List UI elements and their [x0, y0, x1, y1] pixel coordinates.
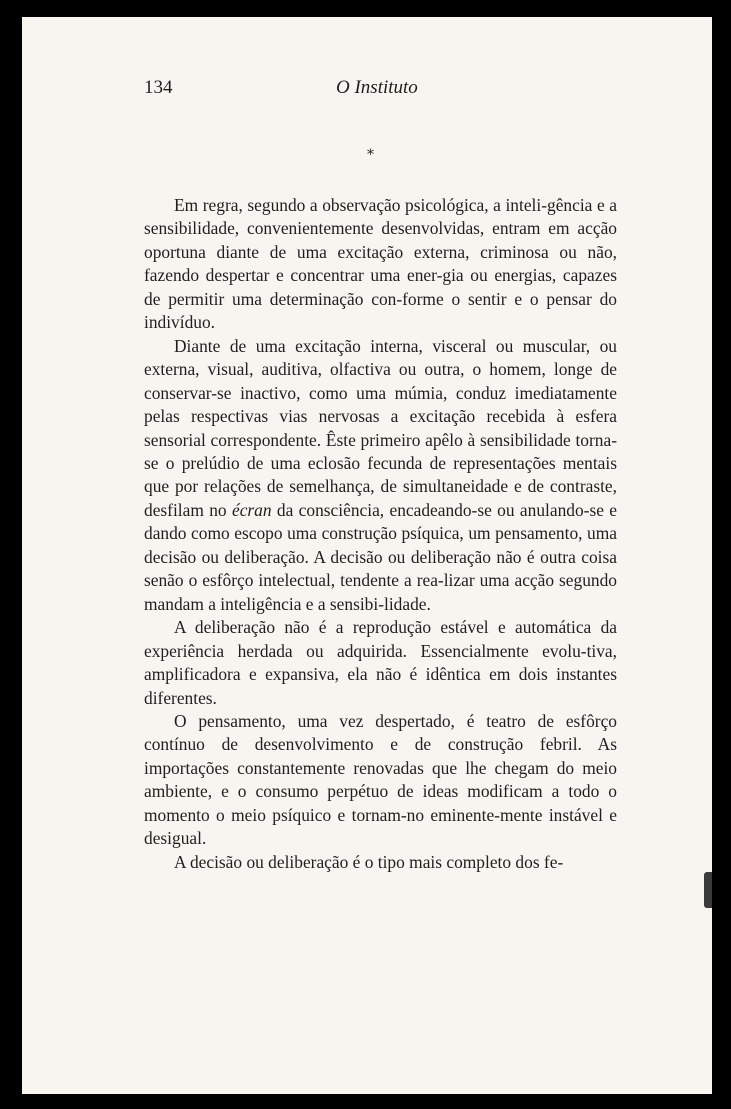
body-text — [144, 194, 617, 874]
paragraph-2-part-b: da consciência, encadeando-se ou anulando-se e dando como escopo uma construção psíquica, um pensamento, uma decisão ou deliberação. A decisão ou deliberação não é outra coisa senão o esfôrço intelectual, tendente a rea-lizar uma acção segundo mandam a inteligência e a sensibi-lidade. — [144, 499, 617, 614]
page-number: 134 — [144, 77, 173, 98]
paragraph-2 — [144, 335, 617, 616]
ecran-emphasis: écran — [231, 499, 272, 520]
book-page — [22, 17, 712, 1094]
paragraph-3: A deliberação não é a reprodução estável e automática da experiência herdada ou adquirida. Essencialmente evolu-tiva, amplificadora e expansiva, ela não é idêntica em dois instantes diferentes. — [144, 617, 617, 708]
paragraph-5: A decisão ou deliberação é o tipo mais completo dos fe- — [174, 851, 564, 872]
section-separator: * — [367, 147, 374, 163]
running-title: O Instituto — [336, 77, 418, 98]
page-edge-mark — [704, 872, 712, 908]
paragraph-2-part-a: Diante de uma excitação interna, visceral ou muscular, ou externa, visual, auditiva, olfactiva ou outra, o homem, longe de conservar-se inactivo, como uma múmia, conduz imediatamente pelas respectivas vias nervosas a excitação recebida à esfera sensorial correspondente. Êste primeiro apêlo à sensibilidade torna-se o prelúdio de uma eclosão fecunda de representações mentais que por relações de semelhança, de simultaneidade e de contraste, desfilam no — [144, 335, 617, 520]
paragraph-1: Em regra, segundo a observação psicológica, a inteli-gência e a sensibilidade, convenientemente desenvolvidas, entram em acção oportuna diante de uma excitação externa, criminosa ou não, fazendo despertar e concentrar uma ener-gia ou energias, capazes de permitir uma determinação con-forme o sentir e o pensar do indivíduo. — [144, 195, 617, 333]
paragraph-4: O pensamento, uma vez despertado, é teatro de esfôrço contínuo de desenvolvimento e de construção febril. As importações constantemente renovadas que lhe chegam do meio ambiente, e o consumo perpétuo de ideas modificam a todo o momento o meio psíquico e tornam-no eminente-mente instável e desigual. — [144, 710, 617, 849]
